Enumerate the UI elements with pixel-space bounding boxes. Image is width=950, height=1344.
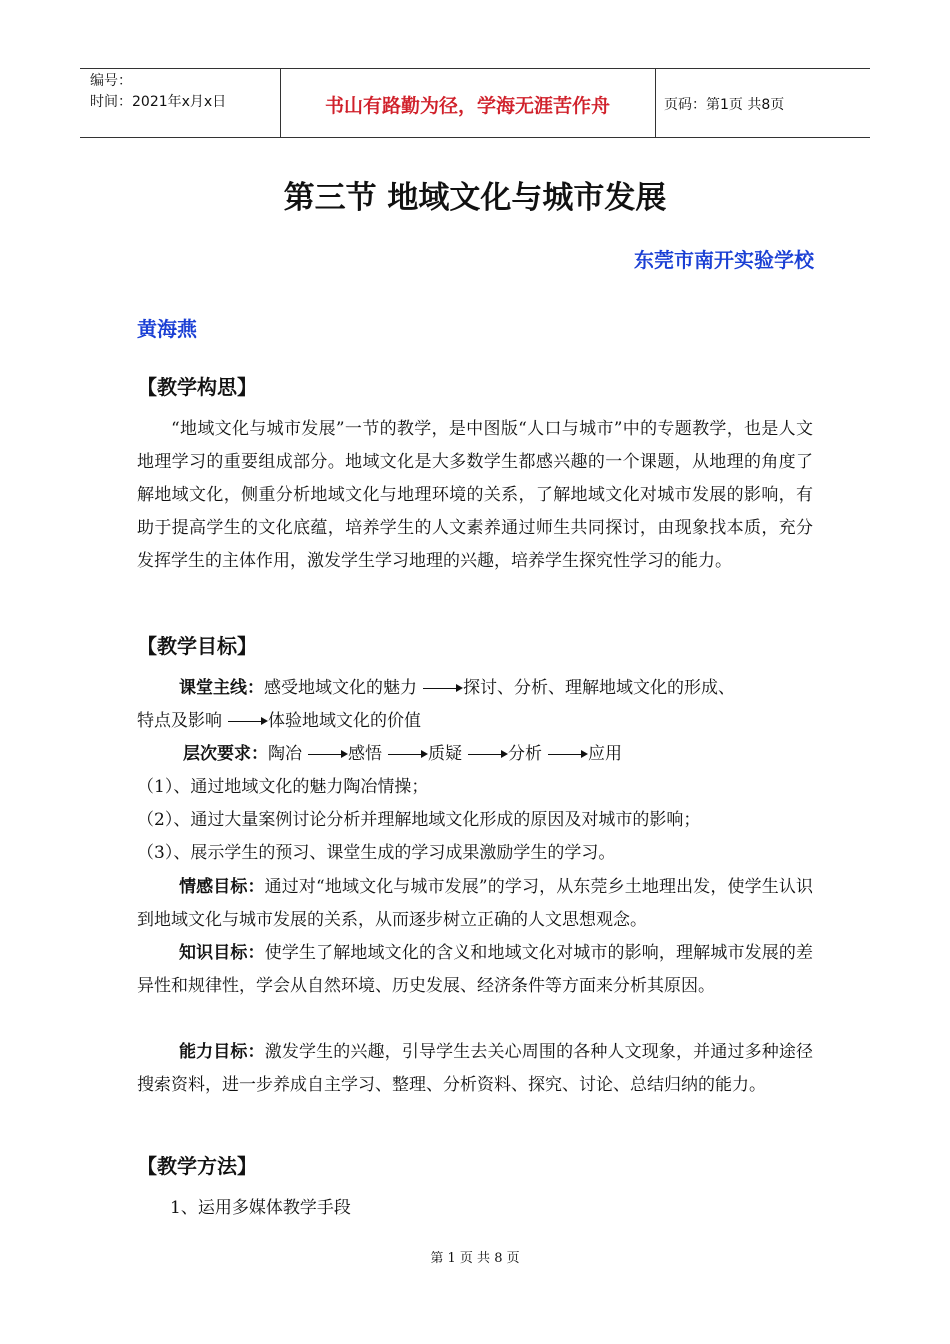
arrow-icon (308, 754, 342, 755)
mainline-row-2 (137, 709, 421, 733)
arrow-icon (423, 688, 457, 689)
mainline-step-1: 感受地域文化的魅力 (264, 678, 417, 698)
header-number: 编号： (90, 73, 132, 89)
header-page-info: 页码：第1页 共8页 (664, 97, 785, 113)
document-header (80, 68, 870, 138)
level-item: 应用 (588, 744, 622, 764)
page-footer: 第 1 页 共 8 页 (430, 1251, 520, 1266)
concept-paragraph: “地域文化与城市发展”一节的教学，是中图版“人口与城市”中的专题教学，也是人文地理学习的重要组成部分。地域文化是大多数学生都感兴趣的一个课题，从地理的角度了解地域文化，侧重分析地域文化与地理环境的关系，了解地域文化对城市发展的影响，有助于提高学生的文化底蕴，培养学生的人文素养通过师生共同探讨，由现象找本质，充分发挥学生的主体作用，激发学生学习地理的兴趣，培养学生探究性学习的能力。 (137, 419, 813, 571)
knowledge-text: 使学生了解地域文化的含义和地域文化对城市的影响，理解城市发展的差异性和规律性，学会从自然环境、历史发展、经济条件等方面来分析其原因。 (137, 943, 814, 996)
level-item: 感悟 (348, 744, 382, 764)
levels-label: 层次要求： (183, 744, 268, 764)
emotion-goal (137, 871, 813, 937)
arrow-icon (228, 721, 262, 722)
mainline-step-4: 体验地域文化的价值 (268, 711, 421, 731)
header-meta (90, 71, 226, 113)
method-item: 1、运用多媒体教学手段 (170, 1198, 351, 1218)
section-heading-goals: 【教学目标】 (137, 634, 257, 658)
ability-goal (137, 1036, 813, 1102)
mainline-step-2: 探讨、分析、理解地域文化的形成、 (463, 678, 735, 698)
ability-label: 能力目标： (179, 1042, 265, 1062)
section-heading-methods: 【教学方法】 (137, 1154, 257, 1178)
header-motto: 书山有路勤为径，学海无涯苦作舟 (324, 95, 610, 117)
emotion-label: 情感目标： (179, 877, 265, 897)
goal-item: （2）、通过大量案例讨论分析并理解地域文化形成的原因及对城市的影响； (137, 810, 701, 830)
knowledge-goal (137, 937, 813, 1003)
levels-row (183, 742, 622, 766)
arrow-icon (468, 754, 502, 755)
mainline-row-1 (179, 676, 735, 700)
ability-text: 激发学生的兴趣，引导学生去关心周围的各种人文现象，并通过多种途径搜索资料，进一步养成自主学习、整理、分析资料、探究、讨论、总结归纳的能力。 (137, 1042, 814, 1095)
goal-item: （3）、展示学生的预习、课堂生成的学习成果激励学生的学习。 (137, 843, 616, 863)
author-name: 黄海燕 (137, 317, 197, 341)
section-heading-concept: 【教学构思】 (137, 375, 257, 399)
level-item: 陶冶 (268, 744, 302, 764)
arrow-icon (388, 754, 422, 755)
emotion-text: 通过对“地域文化与城市发展”的学习，从东莞乡土地理出发，使学生认识到地域文化与城市发展的关系，从而逐步树立正确的人文思想观念。 (137, 877, 813, 930)
header-divider (655, 69, 656, 137)
mainline-step-3: 特点及影响 (137, 711, 222, 731)
mainline-label: 课堂主线： (179, 678, 264, 698)
level-item: 分析 (508, 744, 542, 764)
arrow-icon (548, 754, 582, 755)
header-time: 时间：2021年x月x日 (90, 94, 227, 110)
school-name: 东莞市南开实验学校 (634, 248, 814, 272)
level-item: 质疑 (428, 744, 462, 764)
page-title: 第三节 地域文化与城市发展 (283, 180, 667, 216)
knowledge-label: 知识目标： (179, 943, 265, 963)
goal-item: （1）、通过地域文化的魅力陶冶情操； (137, 777, 429, 797)
